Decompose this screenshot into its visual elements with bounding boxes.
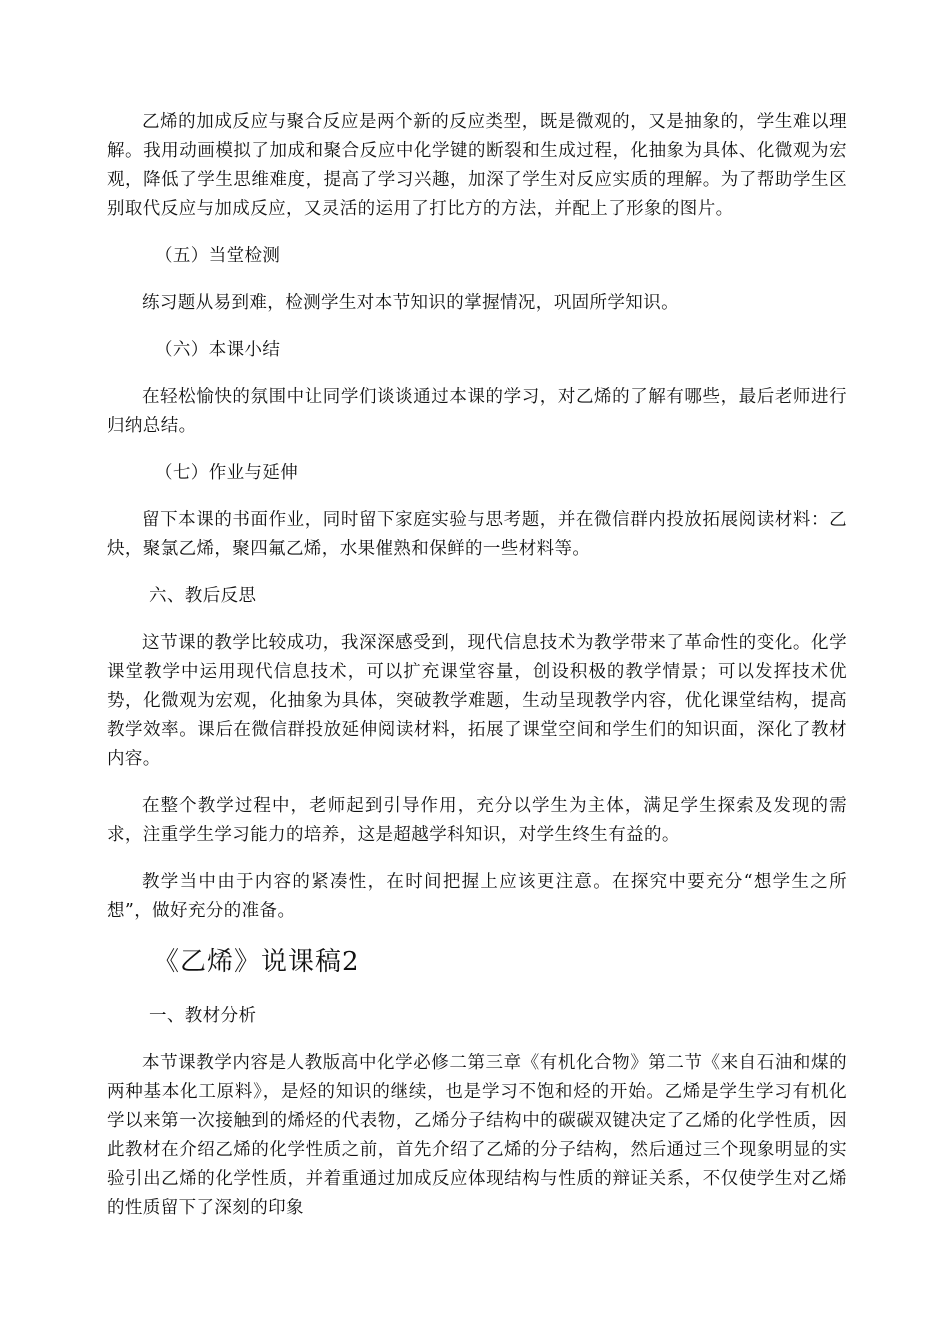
paragraph-reflection-2: 在整个教学过程中，老师起到引导作用，充分以学生为主体，满足学生探索及发现的需求，注重学生学习能力的培养，这是超越学科知识，对学生终生有益的。 bbox=[107, 796, 847, 845]
paragraph-homework: 留下本课的书面作业，同时留下家庭实验与思考题，并在微信群内投放拓展阅读材料：乙炔，聚氯乙烯，聚四氟乙烯，水果催熟和保鲜的一些材料等。 bbox=[107, 510, 847, 559]
paragraph-reflection-3: 教学当中由于内容的紧凑性，在时间把握上应该更注意。在探究中要充分“想学生之所想”，做好充分的准备。 bbox=[107, 872, 847, 921]
section-heading-lesson-summary: （六）本课小结 bbox=[155, 340, 281, 360]
paragraph-reflection-1: 这节课的教学比较成功，我深深感受到，现代信息技术为教学带来了革命性的变化。化学课堂教学中运用现代信息技术，可以扩充课堂容量，创设积极的教学情景；可以发挥技术优势，化微观为宏观，化抽象为具体，突破教学难题，生动呈现教学内容，优化课堂结构，提高教学效率。课后在微信群投放延伸阅读材料，拓展了课堂空间和学生们的知识面，深化了教材内容。 bbox=[107, 633, 847, 769]
section-heading-classroom-test: （五）当堂检测 bbox=[155, 246, 281, 266]
document-page bbox=[107, 108, 847, 1241]
document-title: 《乙烯》说课稿2 bbox=[153, 947, 360, 977]
section-heading-homework: （七）作业与延伸 bbox=[155, 463, 299, 483]
paragraph-addition-polymerization: 乙烯的加成反应与聚合反应是两个新的反应类型，既是微观的，又是抽象的，学生难以理解。我用动画模拟了加成和聚合反应中化学键的断裂和生成过程，化抽象为具体、化微观为宏观，降低了学生思维难度，提高了学习兴趣，加深了学生对反应实质的理解。为了帮助学生区别取代反应与加成反应，又灵活的运用了打比方的方法，并配上了形象的图片。 bbox=[107, 112, 847, 219]
section-heading-reflection: 六、教后反思 bbox=[149, 586, 257, 606]
section-heading-textbook-analysis: 一、教材分析 bbox=[149, 1006, 257, 1026]
paragraph-exercises: 练习题从易到难，检测学生对本节知识的掌握情况，巩固所学知识。 bbox=[142, 293, 679, 313]
paragraph-summary: 在轻松愉快的氛围中让同学们谈谈通过本课的学习，对乙烯的了解有哪些，最后老师进行归纳总结。 bbox=[107, 387, 847, 436]
paragraph-textbook-analysis: 本节课教学内容是人教版高中化学必修二第三章《有机化合物》第二节《来自石油和煤的两种基本化工原料》，是烃的知识的继续，也是学习不饱和烃的开始。乙烯是学生学习有机化学以来第一次接触到的烯烃的代表物，乙烯分子结构中的碳碳双键决定了乙烯的化学性质，因此教材在介绍乙烯的化学性质之前，首先介绍了乙烯的分子结构，然后通过三个现象明显的实验引出乙烯的化学性质，并着重通过加成反应体现结构与性质的辩证关系，不仅使学生对乙烯的性质留下了深刻的印象 bbox=[107, 1053, 847, 1218]
